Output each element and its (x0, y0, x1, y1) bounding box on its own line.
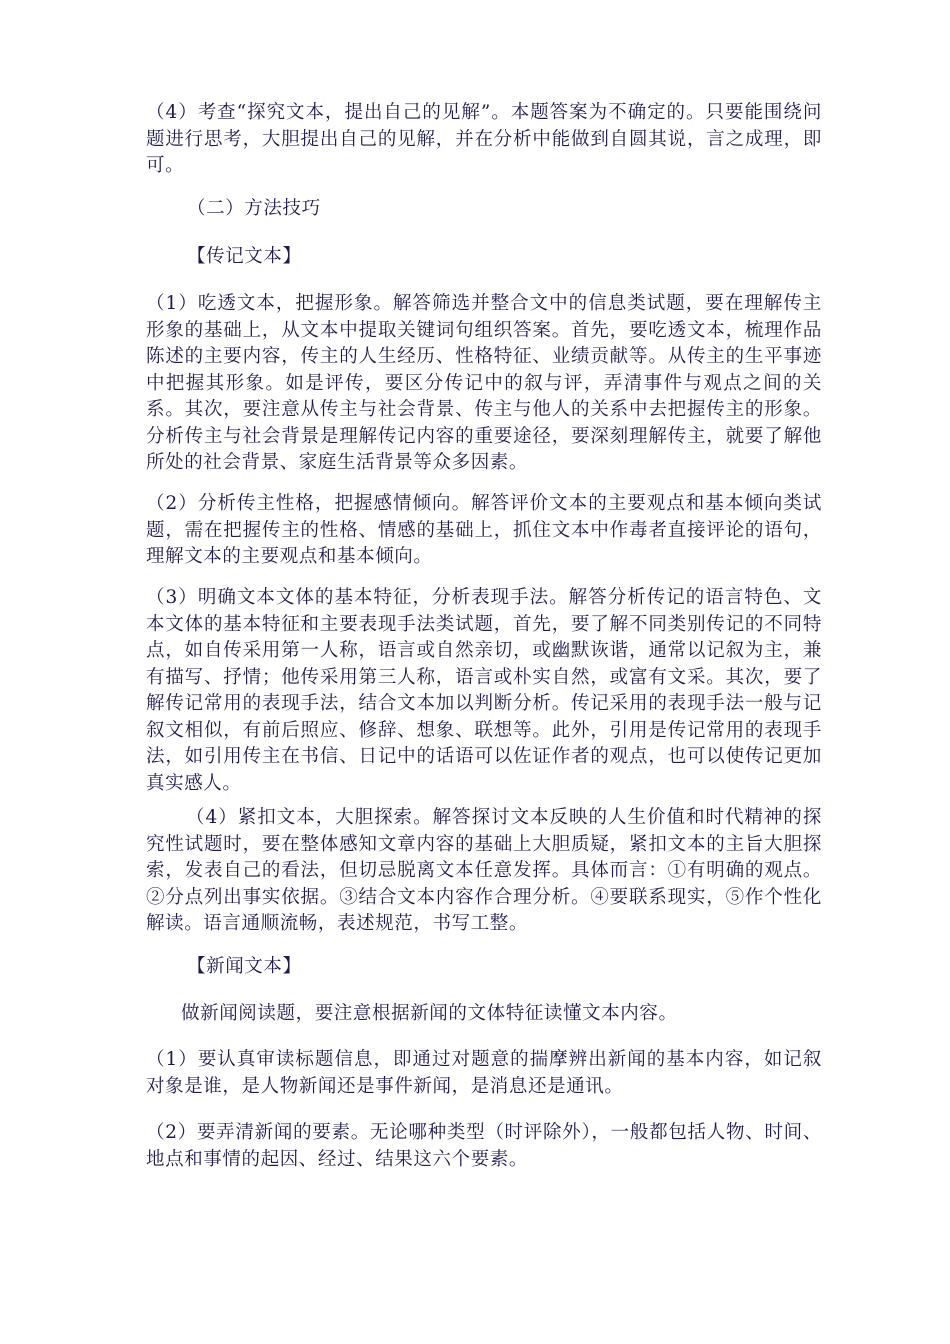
paragraph-biography-3: （3）明确文本文体的基本特征，分析表现手法。解答分析传记的语言特色、文本文体的基本特征和主要表现手法类试题，首先，要了解不同类别传记的不同特点，如自传采用第一人称，语言或自然亲切，或幽默诙谐，通常以记叙为主，兼有描写、抒情；他传采用第三人称，语言或朴实自然，或富有文采。其次，要了解传记常用的表现手法，结合文本加以判断分析。传记采用的表现手法一般与记叙文相似，有前后照应、修辞、想象、联想等。此外，引用是传记常用的表现手法，如引用传主在书信、日记中的话语可以佐证作者的观点，也可以使传记更加真实感人。 (146, 587, 822, 794)
paragraph-news-1: （1）要认真审读标题信息，即通过对题意的揣摩辨出新闻的基本内容，如记叙对象是谁，是人物新闻还是事件新闻，是消息还是通讯。 (146, 1049, 822, 1097)
paragraph-biography-2: （2）分析传主性格，把握感情倾向。解答评价文本的主要观点和基本倾向类试题，需在把握传主的性格、情感的基础上，抓住文本中作毒者直接评论的语句，理解文本的主要观点和基本倾向。 (146, 493, 822, 567)
paragraph-question-4-answer: （4）考查“探究文本，提出自己的见解”。本题答案为不确定的。只要能围绕问题进行思考，大胆提出自己的见解，并在分析中能做到自圆其说，言之成理，即可。 (146, 102, 822, 176)
paragraph-news-2: （2）要弄清新闻的要素。无论哪种类型（时评除外），一般都包括人物、时间、地点和事情的起因、经过、结果这六个要素。 (146, 1122, 822, 1170)
paragraph-biography-1: （1）吃透文本，把握形象。解答筛选并整合文中的信息类试题，要在理解传主形象的基础上，从文本中提取关键词句组织答案。首先，要吃透文本，梳理作品陈述的主要内容，传主的人生经历、性格特征、业绩贡献等。从传主的生平事迹中把握其形象。如是评传，要区分传记中的叙与评，弄清事件与观点之间的关系。其次，要注意从传主与社会背景、传主与他人的关系中去把握传主的形象。分析传主与社会背景是理解传记内容的重要途径，要深刻理解传主，就要了解他所处的社会背景、家庭生活背景等众多因素。 (146, 293, 822, 473)
paragraph-biography-4: （4）紧扣文本，大胆探索。解答探讨文本反映的人生价值和时代精神的探究性试题时，要在整体感知文章内容的基础上大胆质疑，紧扣文本的主旨大胆探索，发表自己的看法，但切忌脱离文本任意发挥。具体而言：①有明确的观点。②分点列出事实依据。③结合文本内容作合理分析。④要联系现实，⑤作个性化解读。语言通顺流畅，表述规范，书写工整。 (146, 807, 822, 934)
heading-news-text: 【新闻文本】 (187, 956, 302, 977)
paragraph-news-intro: 做新闻阅读题，要注意根据新闻的文体特征读懂文本内容。 (181, 1003, 678, 1024)
heading-biography-text: 【传记文本】 (187, 246, 302, 267)
section-heading-methods: （二）方法技巧 (187, 198, 321, 219)
